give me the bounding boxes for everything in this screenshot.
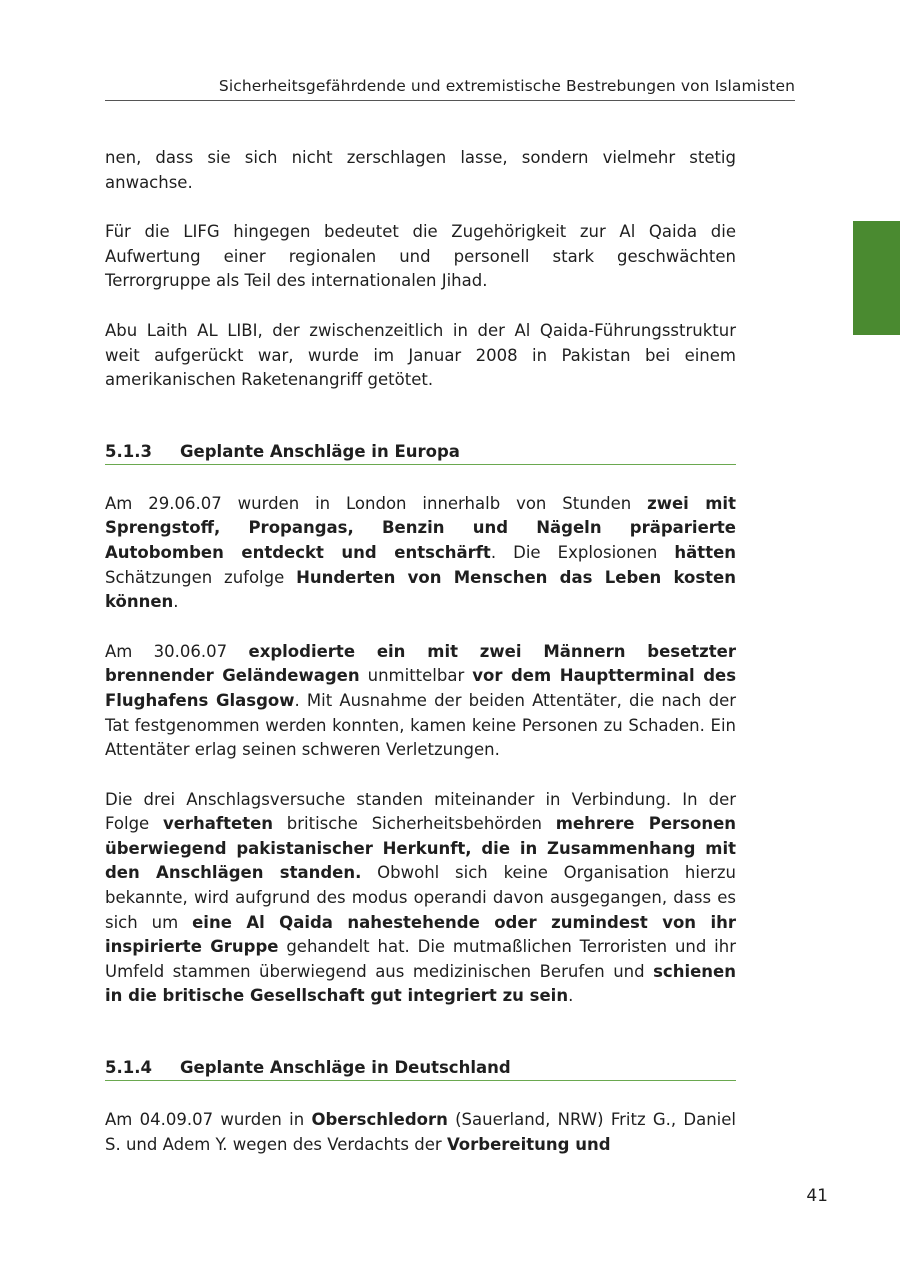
page-body bbox=[105, 146, 736, 1157]
paragraph-abu-laith: Abu Laith AL LIBI, der zwischenzeitlich in der Al Qaida-Führungsstruktur weit aufgerückt war, wurde im Januar 2008 in Pakistan bei einem amerikanischen Raketenangriff getötet. bbox=[105, 320, 736, 390]
paragraph-lifg: Für die LIFG hingegen bedeutet die Zugehörigkeit zur Al Qaida die Aufwertung einer regionalen und personell stark geschwächten Terrorgruppe als Teil des internationalen Jihad. bbox=[105, 222, 736, 291]
page-number: 41 bbox=[806, 1186, 828, 1206]
paragraph-london: Am 29.06.07 wurden in London innerhalb von Stunden zwei mit Sprengstoff, Propangas, Benzin und Nägeln präparierte Autobomben entdeckt und entschärft. Die Explosionen hätten Schätzungen zufolge Hunderten von Menschen das Leben kosten können. bbox=[105, 493, 737, 612]
paragraph-oberschledorn: Am 04.09.07 wurden in Oberschledorn (Sauerland, NRW) Fritz G., Daniel S. und Adem Y. wegen des Verdachts der Vorbereitung und bbox=[105, 1110, 736, 1154]
paragraph-continuation: nen, dass sie sich nicht zerschlagen lasse, sondern vielmehr stetig anwachse. bbox=[105, 148, 736, 192]
section-heading-5-1-4 bbox=[105, 1057, 736, 1081]
paragraph-connection: Die drei Anschlagsversuche standen miteinander in Verbindung. In der Folge verhafteten britische Sicherheitsbehörden mehrere Personen überwiegend pakistanischer Herkunft, die in Zusammenhang mit den Anschlägen standen. Obwohl sich keine Organisation hierzu bekannte, wird aufgrund des modus operandi davon ausgegangen, dass es sich um eine Al Qaida nahestehende oder zumindest von ihr inspirierte Gruppe gehandelt hat. Die mutmaßlichen Terroristen und ihr Umfeld stammen überwiegend aus medizinischen Berufen und schienen in die britische Gesellschaft gut integriert zu sein. bbox=[105, 789, 737, 1006]
paragraph-glasgow: Am 30.06.07 explodierte ein mit zwei Männern besetzter brennender Geländewagen unmittelbar vor dem Hauptterminal des Flughafens Glasgow. Mit Ausnahme der beiden Attentäter, die nach der Tat festgenommen werden konnten, kamen keine Personen zu Schaden. Ein Attentäter erlag seinen schweren Verletzungen. bbox=[105, 641, 737, 760]
section-heading-5-1-3 bbox=[105, 441, 736, 465]
section-number: 5.1.4 bbox=[105, 1058, 152, 1078]
chapter-tab-marker bbox=[853, 221, 900, 335]
section-number: 5.1.3 bbox=[105, 441, 152, 461]
section-title: Geplante Anschläge in Europa bbox=[180, 441, 460, 461]
section-title: Geplante Anschläge in Deutschland bbox=[180, 1058, 511, 1078]
running-header-title: Sicherheitsgefährdende und extremistische Bestrebungen von Islamisten bbox=[218, 77, 795, 95]
running-header bbox=[105, 76, 795, 101]
